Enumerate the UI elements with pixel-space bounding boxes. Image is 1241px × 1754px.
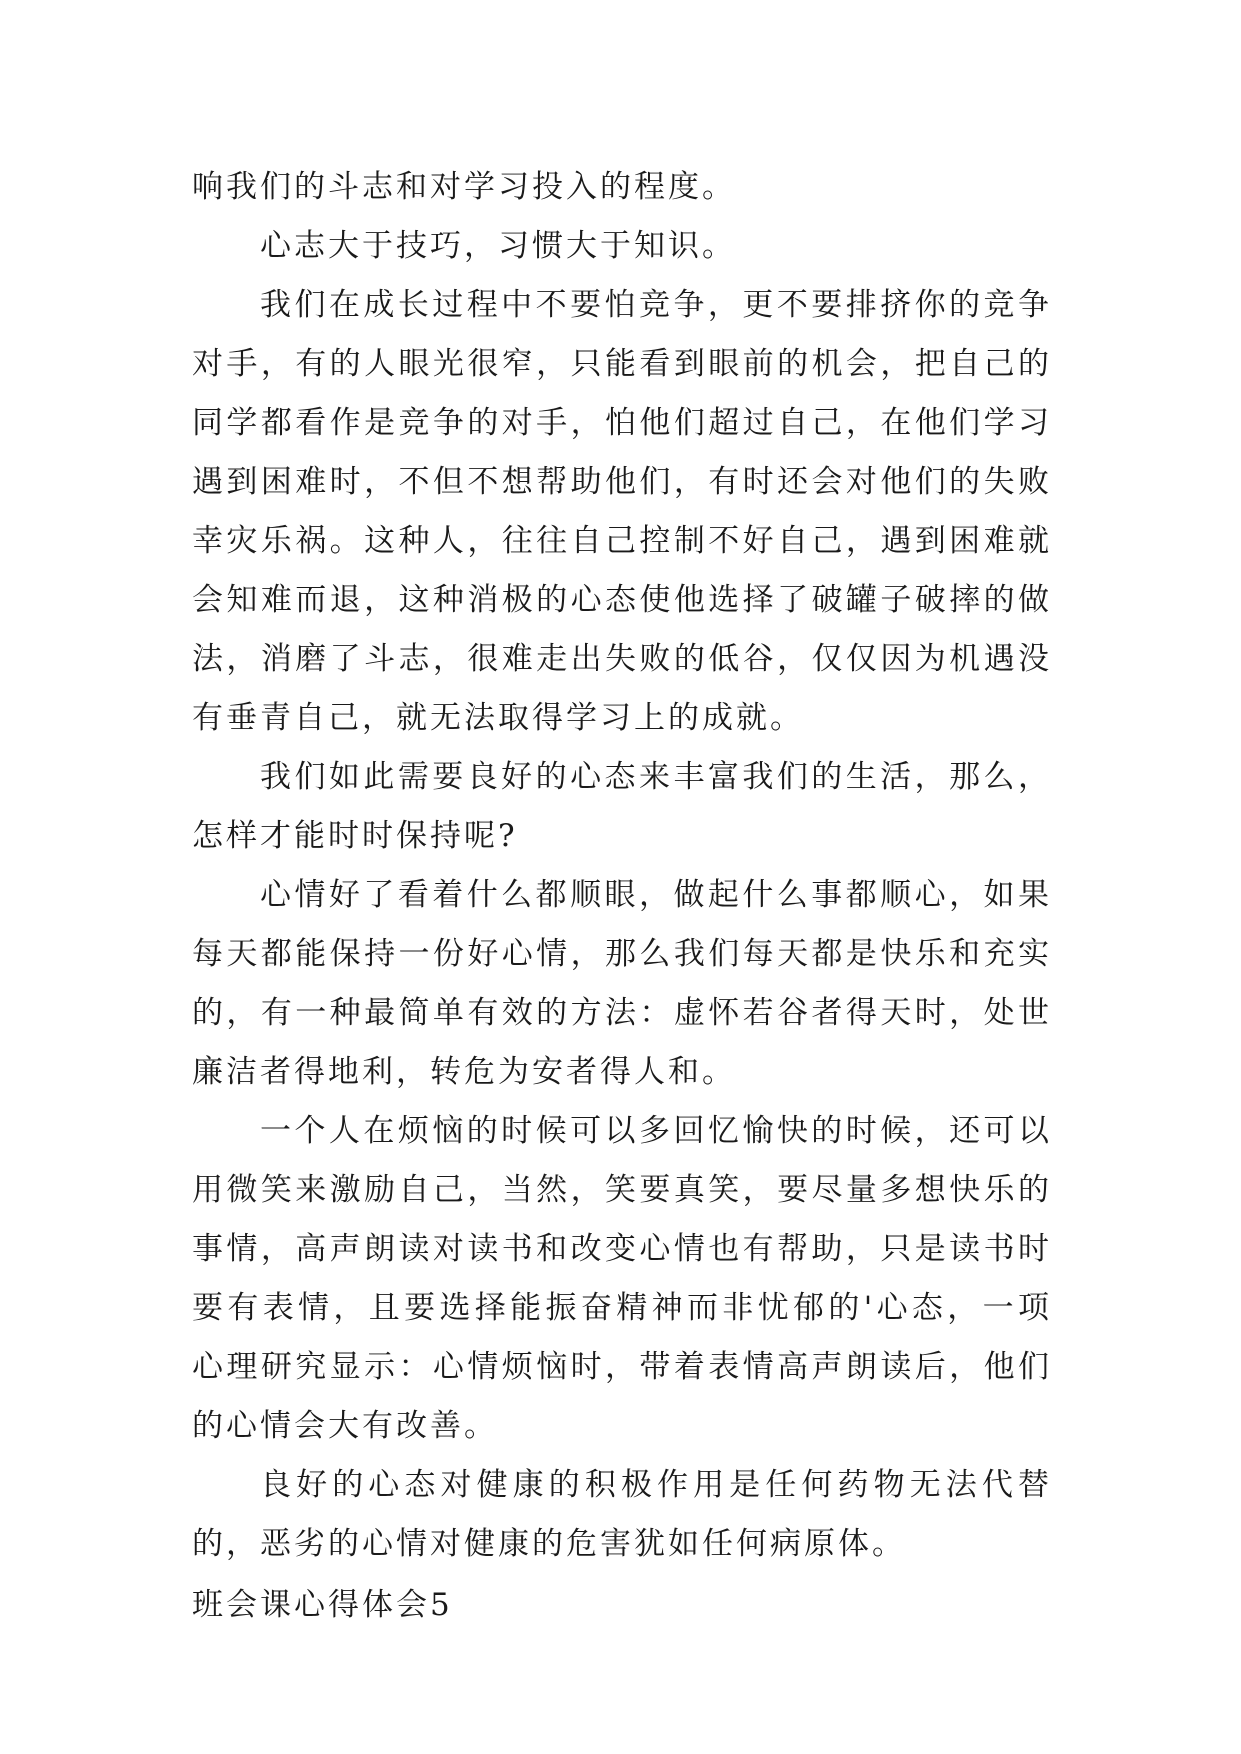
document-page <box>192 158 1052 1635</box>
paragraph-3: 我们在成长过程中不要怕竞争，更不要排挤你的竞争对手，有的人眼光很窄，只能看到眼前的机会，把自己的同学都看作是竞争的对手，怕他们超过自己，在他们学习遇到困难时，不但不想帮助他们，有时还会对他们的失败幸灾乐祸。这种人，往往自己控制不好自己，遇到困难就会知难而退，这种消极的心态使他选择了破罐子破摔的做法，消磨了斗志，很难走出失败的低谷，仅仅因为机遇没有垂青自己，就无法取得学习上的成就。 <box>192 287 1052 736</box>
paragraph-7: 良好的心态对健康的积极作用是任何药物无法代替的，恶劣的心情对健康的危害犹如任何病原体。 <box>192 1467 1052 1562</box>
paragraph-5: 心情好了看着什么都顺眼，做起什么事都顺心，如果每天都能保持一份好心情，那么我们每天都是快乐和充实的，有一种最简单有效的方法：虚怀若谷者得天时，处世廉洁者得地利，转危为安者得人和。 <box>192 877 1052 1090</box>
paragraph-1: 响我们的斗志和对学习投入的程度。 <box>192 169 736 205</box>
section-heading: 班会课心得体会5 <box>192 1587 453 1623</box>
paragraph-6: 一个人在烦恼的时候可以多回忆愉快的时候，还可以用微笑来激励自己，当然，笑要真笑，要尽量多想快乐的事情，高声朗读对读书和改变心情也有帮助，只是读书时要有表情，且要选择能振奋精神而非忧郁的'心态，一项心理研究显示：心情烦恼时，带着表情高声朗读后，他们的心情会大有改善。 <box>192 1113 1052 1444</box>
paragraph-4: 我们如此需要良好的心态来丰富我们的生活，那么，怎样才能时时保持呢? <box>192 759 1052 854</box>
paragraph-2: 心志大于技巧，习惯大于知识。 <box>260 228 736 264</box>
